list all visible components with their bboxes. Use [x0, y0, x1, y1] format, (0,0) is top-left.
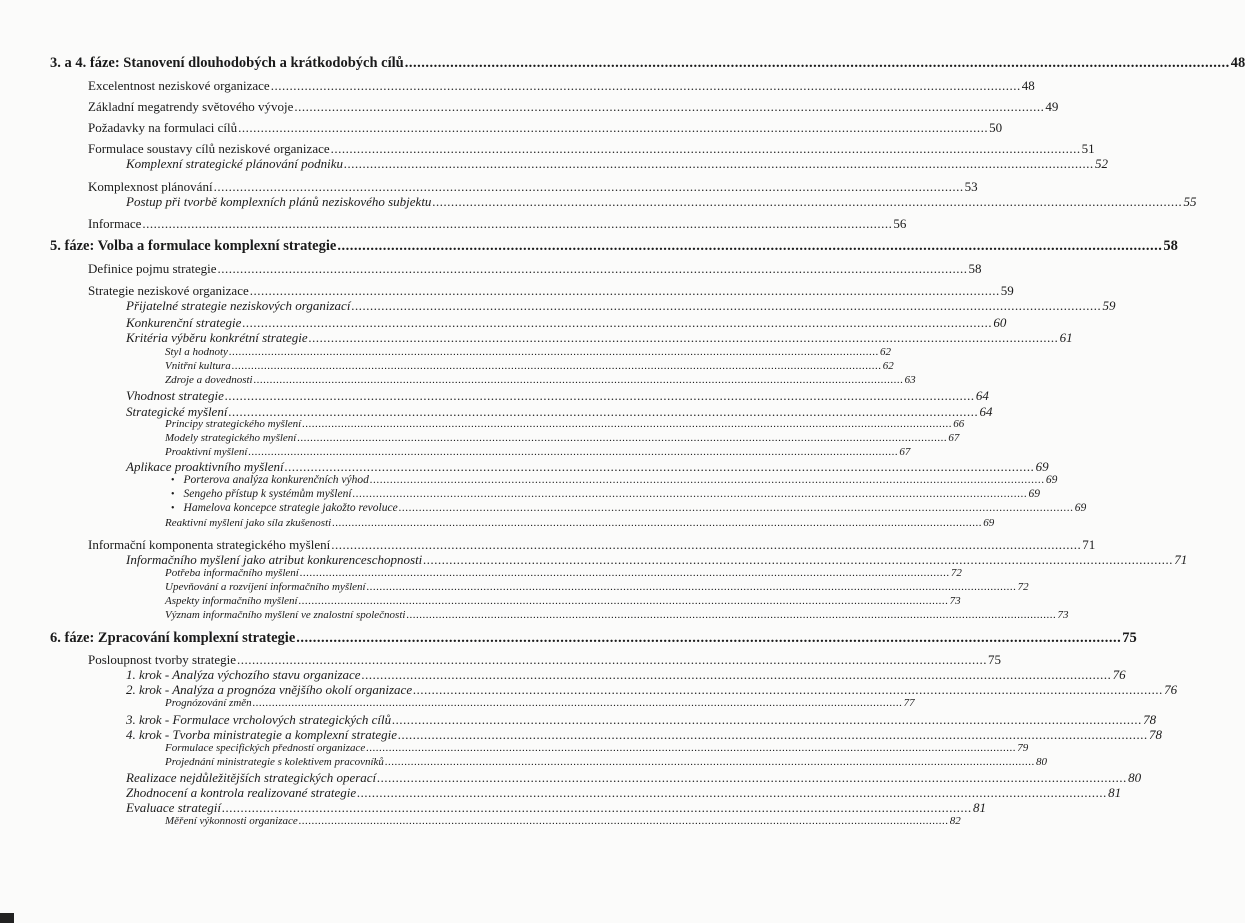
toc-entry-title: Kritéria výběru konkrétní strategie: [126, 330, 308, 345]
toc-entry-title: Vhodnost strategie: [126, 388, 224, 403]
toc-entry-title: Vnitřní kultura: [165, 360, 231, 372]
toc-entry-title: 3. a 4. fáze: Stanovení dlouhodobých a krátkodobých cílů: [50, 55, 404, 71]
toc-entry-page: 80: [1128, 770, 1142, 785]
dot-leader: ........................................................................................................................................................................................................: [406, 609, 1057, 621]
toc-entry-page: 59: [1000, 283, 1014, 298]
toc-entry-page: 51: [1081, 141, 1095, 156]
toc-entry-title: Potřeba informačního myšlení: [165, 567, 299, 579]
toc-entry-title: Porterova analýza konkurenčních výhod: [183, 474, 369, 486]
toc-entry: [126, 330, 1073, 346]
toc-entry-page: 69: [983, 517, 995, 529]
dot-leader: ........................................................................................................................................................................................................: [331, 537, 1082, 552]
toc-entry: [126, 552, 1188, 568]
toc-entry: [165, 374, 916, 386]
dot-leader: ........................................................................................................................................................................................................: [392, 712, 1143, 727]
dot-leader: ........................................................................................................................................................................................................: [413, 682, 1164, 697]
toc-entry-title: Informačního myšlení jako atribut konkurenceschopnosti: [126, 552, 423, 567]
toc-chapter-heading: [50, 238, 1178, 255]
toc-entry: [88, 141, 1095, 157]
toc-entry-page: 69: [1035, 459, 1049, 474]
dot-leader: ........................................................................................................................................................................................................: [213, 179, 964, 194]
toc-entry-title: Zdroje a dovednosti: [165, 374, 253, 386]
toc-entry-page: 56: [893, 216, 907, 231]
toc-entry-title: Proaktivní myšlení: [165, 446, 248, 458]
dot-leader: ........................................................................................................................................................................................................: [398, 502, 1074, 514]
toc-entry-title: Aplikace proaktivního myšlení: [126, 459, 284, 474]
toc-entry-page: 79: [1017, 742, 1029, 754]
toc-chapter-heading: [50, 55, 1245, 72]
toc-entry: [126, 315, 1007, 331]
toc-entry: [165, 418, 965, 430]
toc-entry-title: 2. krok - Analýza a prognóza vnějšího okolí organizace: [126, 682, 413, 697]
toc-entry-title: 3. krok - Formulace vrcholových strategických cílů: [126, 712, 392, 727]
dot-leader: ........................................................................................................................................................................................................: [228, 346, 879, 358]
toc-entry: [88, 216, 907, 232]
toc-entry-title: 6. fáze: Zpracování komplexní strategie: [50, 630, 296, 646]
toc-entry-page: 55: [1183, 194, 1197, 209]
toc-entry: [88, 652, 1002, 668]
dot-leader: ........................................................................................................................................................................................................: [142, 216, 893, 231]
toc-entry-page: 58: [968, 261, 982, 276]
toc-entry-title: Komplexnost plánování: [88, 179, 213, 194]
toc-entry-page: 78: [1143, 712, 1157, 727]
toc-entry: [165, 815, 961, 827]
toc-entry: [126, 682, 1178, 698]
toc-entry: [165, 609, 1069, 621]
dot-leader: ........................................................................................................................................................................................................: [231, 360, 882, 372]
toc-entry: [126, 727, 1163, 743]
toc-entry: [88, 78, 1035, 94]
toc-entry: [126, 459, 1049, 475]
toc-entry-page: 63: [904, 374, 916, 386]
toc-entry-title: Formulace specifických předností organizace: [165, 742, 366, 754]
toc-entry-title: Konkurenční strategie: [126, 315, 242, 330]
dot-leader: ........................................................................................................................................................................................................: [377, 770, 1128, 785]
toc-entry: [88, 120, 1003, 136]
toc-entry: [165, 756, 1047, 768]
dot-leader: ........................................................................................................................................................................................................: [332, 517, 983, 529]
toc-entry-page: 72: [950, 567, 962, 579]
toc-entry: [88, 99, 1059, 115]
toc-entry: [171, 474, 1058, 486]
dot-leader: ........................................................................................................................................................................................................: [384, 756, 1035, 768]
toc-entry-page: 64: [979, 404, 993, 419]
toc-entry-page: 67: [899, 446, 911, 458]
dot-leader: ........................................................................................................................................................................................................: [297, 432, 948, 444]
toc-entry-title: Význam informačního myšlení ve znalostní společnosti: [165, 609, 406, 621]
toc-entry-title: Zhodnocení a kontrola realizované strategie: [126, 785, 357, 800]
toc-entry-page: 59: [1102, 298, 1116, 313]
dot-leader: ........................................................................................................................................................................................................: [253, 374, 904, 386]
scan-shadow: [0, 913, 14, 923]
toc-entry: [165, 446, 911, 458]
dot-leader: ........................................................................................................................................................................................................: [237, 652, 988, 667]
dot-leader: ........................................................................................................................................................................................................: [432, 194, 1183, 209]
toc-entry-title: Principy strategického myšlení: [165, 418, 302, 430]
toc-chapter-heading: [50, 630, 1137, 647]
toc-entry-title: Sengeho přístup k systémům myšlení: [183, 488, 352, 500]
toc-entry-title: Realizace nejdůležitějších strategických operací: [126, 770, 377, 785]
toc-entry-title: Hamelova koncepce strategie jakožto revoluce: [183, 502, 398, 514]
bullet-icon: •: [171, 475, 175, 486]
toc-entry-title: Požadavky na formulaci cílů: [88, 120, 238, 135]
dot-leader: ........................................................................................................................................................................................................: [404, 55, 1230, 71]
dot-leader: ........................................................................................................................................................................................................: [284, 459, 1035, 474]
toc-entry-title: Upevňování a rozvíjení informačního myšlení: [165, 581, 366, 593]
dot-leader: ........................................................................................................................................................................................................: [302, 418, 953, 430]
toc-entry: [171, 502, 1087, 514]
dot-leader: ........................................................................................................................................................................................................: [299, 567, 950, 579]
dot-leader: ........................................................................................................................................................................................................: [248, 446, 899, 458]
toc-entry-page: 75: [988, 652, 1002, 667]
dot-leader: ........................................................................................................................................................................................................: [352, 488, 1028, 500]
bullet-icon: •: [171, 489, 175, 500]
toc-entry-title: Styl a hodnoty: [165, 346, 228, 358]
dot-leader: ........................................................................................................................................................................................................: [252, 697, 903, 709]
dot-leader: ........................................................................................................................................................................................................: [366, 581, 1017, 593]
toc-entry-title: Projednání ministrategie s kolektivem pracovníků: [165, 756, 384, 768]
toc-entry-title: Komplexní strategické plánování podniku: [126, 156, 343, 171]
dot-leader: ........................................................................................................................................................................................................: [330, 141, 1081, 156]
toc-entry-page: 78: [1149, 727, 1163, 742]
toc-entry-title: Přijatelné strategie neziskových organizací: [126, 298, 351, 313]
dot-leader: ........................................................................................................................................................................................................: [228, 404, 979, 419]
toc-entry: [126, 667, 1126, 683]
toc-entry-page: 81: [1108, 785, 1122, 800]
toc-entry-title: Excelentnost neziskové organizace: [88, 78, 270, 93]
toc-entry-title: Informační komponenta strategického myšlení: [88, 537, 331, 552]
toc-entry-page: 69: [1074, 502, 1087, 514]
toc-entry-page: 71: [1082, 537, 1096, 552]
toc-entry: [88, 537, 1096, 553]
toc-entry: [126, 194, 1197, 210]
toc-entry: [165, 595, 961, 607]
toc-entry-page: 62: [879, 346, 891, 358]
toc-entry-title: Reaktivní myšlení jako síla zkušenosti: [165, 517, 332, 529]
dot-leader: ........................................................................................................................................................................................................: [398, 727, 1149, 742]
dot-leader: ........................................................................................................................................................................................................: [343, 156, 1094, 171]
dot-leader: ........................................................................................................................................................................................................: [224, 388, 975, 403]
toc-entry-page: 76: [1164, 682, 1178, 697]
dot-leader: ........................................................................................................................................................................................................: [298, 815, 949, 827]
toc-entry-page: 48: [1230, 55, 1245, 71]
toc-entry: [88, 261, 982, 277]
toc-entry-page: 71: [1174, 552, 1188, 567]
dot-leader: ........................................................................................................................................................................................................: [369, 474, 1045, 486]
toc-entry: [126, 785, 1122, 801]
toc-entry-page: 73: [1057, 609, 1069, 621]
toc-entry-page: 58: [1163, 238, 1178, 254]
toc-entry: [126, 298, 1116, 314]
dot-leader: ........................................................................................................................................................................................................: [298, 595, 949, 607]
dot-leader: ........................................................................................................................................................................................................: [366, 742, 1017, 754]
toc-entry: [165, 742, 1029, 754]
toc-entry: [165, 517, 995, 529]
toc-entry: [165, 360, 894, 372]
dot-leader: ........................................................................................................................................................................................................: [351, 298, 1102, 313]
toc-entry: [165, 567, 962, 579]
toc-entry-page: 60: [993, 315, 1007, 330]
toc-entry-page: 69: [1028, 488, 1041, 500]
dot-leader: ........................................................................................................................................................................................................: [357, 785, 1108, 800]
bullet-icon: •: [171, 503, 175, 514]
dot-leader: ........................................................................................................................................................................................................: [423, 552, 1174, 567]
toc-entry-title: Definice pojmu strategie: [88, 261, 217, 276]
toc-entry-page: 61: [1059, 330, 1073, 345]
toc-entry: [126, 800, 986, 816]
toc-entry-title: Prognózování změn: [165, 697, 252, 709]
toc-entry-page: 52: [1094, 156, 1108, 171]
toc-entry: [165, 432, 960, 444]
dot-leader: ........................................................................................................................................................................................................: [361, 667, 1112, 682]
toc-entry-title: 5. fáze: Volba a formulace komplexní strategie: [50, 238, 337, 254]
dot-leader: ........................................................................................................................................................................................................: [238, 120, 989, 135]
dot-leader: ........................................................................................................................................................................................................: [249, 283, 1000, 298]
dot-leader: ........................................................................................................................................................................................................: [221, 800, 972, 815]
dot-leader: ........................................................................................................................................................................................................: [337, 238, 1163, 254]
toc-entry-title: Postup při tvorbě komplexních plánů neziskového subjektu: [126, 194, 432, 209]
toc-entry-page: 49: [1045, 99, 1059, 114]
toc-entry-title: Formulace soustavy cílů neziskové organizace: [88, 141, 330, 156]
toc-entry-title: Strategie neziskové organizace: [88, 283, 249, 298]
toc-entry-page: 62: [882, 360, 894, 372]
toc-entry-page: 81: [972, 800, 986, 815]
toc-entry-page: 69: [1045, 474, 1058, 486]
toc-entry-page: 80: [1035, 756, 1047, 768]
toc-entry-page: 82: [949, 815, 961, 827]
toc-entry-title: Strategické myšlení: [126, 404, 228, 419]
toc-entry-title: Posloupnost tvorby strategie: [88, 652, 237, 667]
toc-entry: [88, 179, 978, 195]
toc-entry: [126, 712, 1157, 728]
toc-entry-page: 72: [1017, 581, 1029, 593]
toc-entry: [171, 488, 1041, 500]
toc-entry: [88, 283, 1014, 299]
toc-entry-title: Modely strategického myšlení: [165, 432, 297, 444]
dot-leader: ........................................................................................................................................................................................................: [294, 99, 1045, 114]
toc-entry-page: 67: [948, 432, 960, 444]
dot-leader: ........................................................................................................................................................................................................: [242, 315, 993, 330]
dot-leader: ........................................................................................................................................................................................................: [217, 261, 968, 276]
toc-entry-page: 64: [975, 388, 989, 403]
toc-entry: [126, 388, 989, 404]
toc-entry-title: Aspekty informačního myšlení: [165, 595, 298, 607]
toc-entry-title: 4. krok - Tvorba ministrategie a komplexní strategie: [126, 727, 398, 742]
toc-entry-page: 75: [1122, 630, 1137, 646]
toc-entry: [165, 581, 1029, 593]
toc-entry-title: 1. krok - Analýza výchozího stavu organizace: [126, 667, 361, 682]
toc-entry: [165, 697, 915, 709]
toc-entry-title: Evaluace strategií: [126, 800, 221, 815]
toc-entry: [126, 156, 1108, 172]
dot-leader: ........................................................................................................................................................................................................: [308, 330, 1059, 345]
toc-entry: [165, 346, 891, 358]
toc-entry-title: Informace: [88, 216, 142, 231]
toc-entry-page: 66: [953, 418, 965, 430]
toc-entry-page: 48: [1021, 78, 1035, 93]
toc-entry-page: 77: [903, 697, 915, 709]
toc-entry-page: 73: [949, 595, 961, 607]
toc-entry-title: Základní megatrendy světového vývoje: [88, 99, 294, 114]
toc-entry-title: Měření výkonnosti organizace: [165, 815, 298, 827]
dot-leader: ........................................................................................................................................................................................................: [296, 630, 1122, 646]
dot-leader: ........................................................................................................................................................................................................: [270, 78, 1021, 93]
toc-entry: [126, 770, 1142, 786]
toc-entry-page: 50: [989, 120, 1003, 135]
toc-entry-page: 76: [1112, 667, 1126, 682]
toc-entry-page: 53: [964, 179, 978, 194]
